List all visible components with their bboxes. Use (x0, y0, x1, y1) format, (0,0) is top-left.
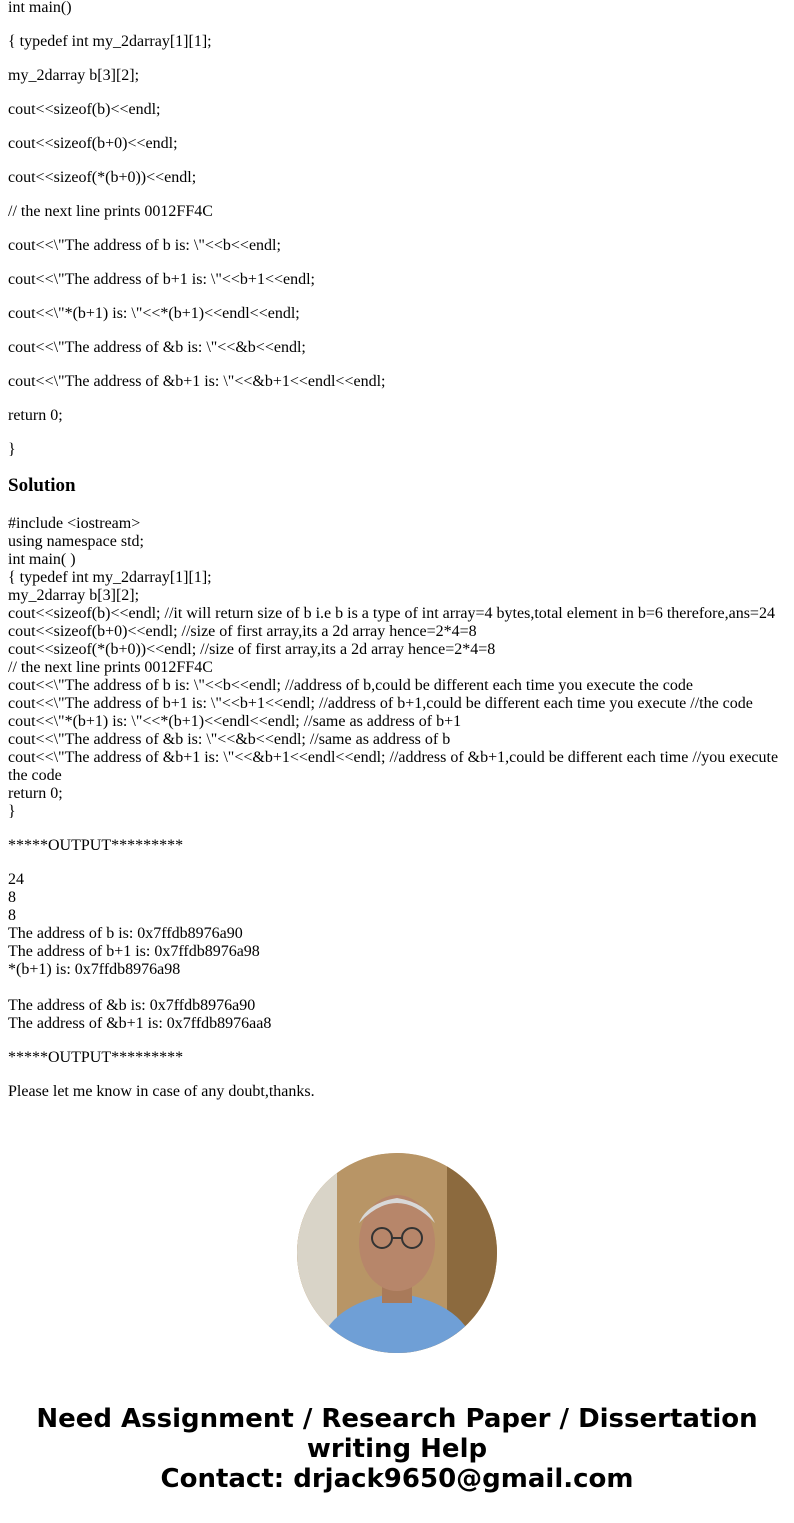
author-photo (297, 1153, 497, 1353)
code-line: { typedef int my_2darray[1][1]; (8, 33, 212, 50)
code-line: cout<<\"*(b+1) is: \"<<*(b+1)<<endl<<endl; (8, 305, 300, 322)
closing-note: Please let me know in case of any doubt,thanks. (8, 1083, 315, 1100)
code-line: cout<<sizeof(b+0)<<endl; (8, 135, 178, 152)
solution-heading: Solution (8, 475, 76, 496)
output-footer: *****OUTPUT********* (8, 1049, 184, 1066)
footer-help-text: Need Assignment / Research Paper / Dissertation writing Help (36, 1404, 758, 1464)
code-line: cout<<\"The address of &b+1 is: \"<<&b+1<<endl<<endl; (8, 373, 386, 390)
footer-contact: Contact: drjack9650@gmail.com (160, 1464, 634, 1494)
code-line: } (8, 441, 16, 458)
code-line: cout<<\"The address of &b is: \"<<&b<<endl; (8, 339, 306, 356)
code-line: my_2darray b[3][2]; (8, 67, 140, 84)
footer-banner (0, 1404, 794, 1494)
output-text: 24 8 8 The address of b is: 0x7ffdb8976a90 The address of b+1 is: 0x7ffdb8976a98 *(b+1) is: 0x7ffdb8976a98 The address of &b is: 0x7ffdb8976a90 The address of &b+1 is: 0x7ffdb8976aa8 (8, 871, 272, 1032)
code-line: cout<<sizeof(*(b+0))<<endl; (8, 169, 197, 186)
code-line: return 0; (8, 407, 63, 424)
output-header: *****OUTPUT********* (8, 837, 184, 854)
code-line: // the next line prints 0012FF4C (8, 203, 213, 220)
code-line: cout<<sizeof(b)<<endl; (8, 101, 161, 118)
code-line: cout<<\"The address of b is: \"<<b<<endl; (8, 237, 281, 254)
person-photo-icon (297, 1153, 497, 1353)
question-code (8, 0, 786, 459)
code-line: cout<<\"The address of b+1 is: \"<<b+1<<endl; (8, 271, 315, 288)
solution-code: #include <iostream> using namespace std; int main( ) { typedef int my_2darray[1][1]; my_2darray b[3][2]; cout<<sizeof(b)<<endl; //it will return size of b i.e b is a type of int array=4 bytes,total element in b=6 therefore,ans=24 cout<<sizeof(b+0)<<endl; //size of first array,its a 2d array hence=2*4=8 cout<<sizeof(*(b+0))<<endl; //size of first array,its a 2d array hence=2*4=8 // the next line prints 0012FF4C cout<<\"The address of b is: \"<<b<<endl; //address of b,could be different each time you execute the code cout<<\"The address of b+1 is: \"<<b+1<<endl; //address of b+1,could be different each time you execute //the code cout<<\"*(b+1) is: \"<<*(b+1)<<endl<<endl; //same as address of b+1 cout<<\"The address of &b is: \"<<&b<<endl; //same as address of b cout<<\"The address of &b+1 is: \"<<&b+1<<endl<<endl; //address of &b+1,could be different each time //you execute the code return 0; } (8, 515, 779, 820)
code-line: int main() (8, 0, 72, 16)
